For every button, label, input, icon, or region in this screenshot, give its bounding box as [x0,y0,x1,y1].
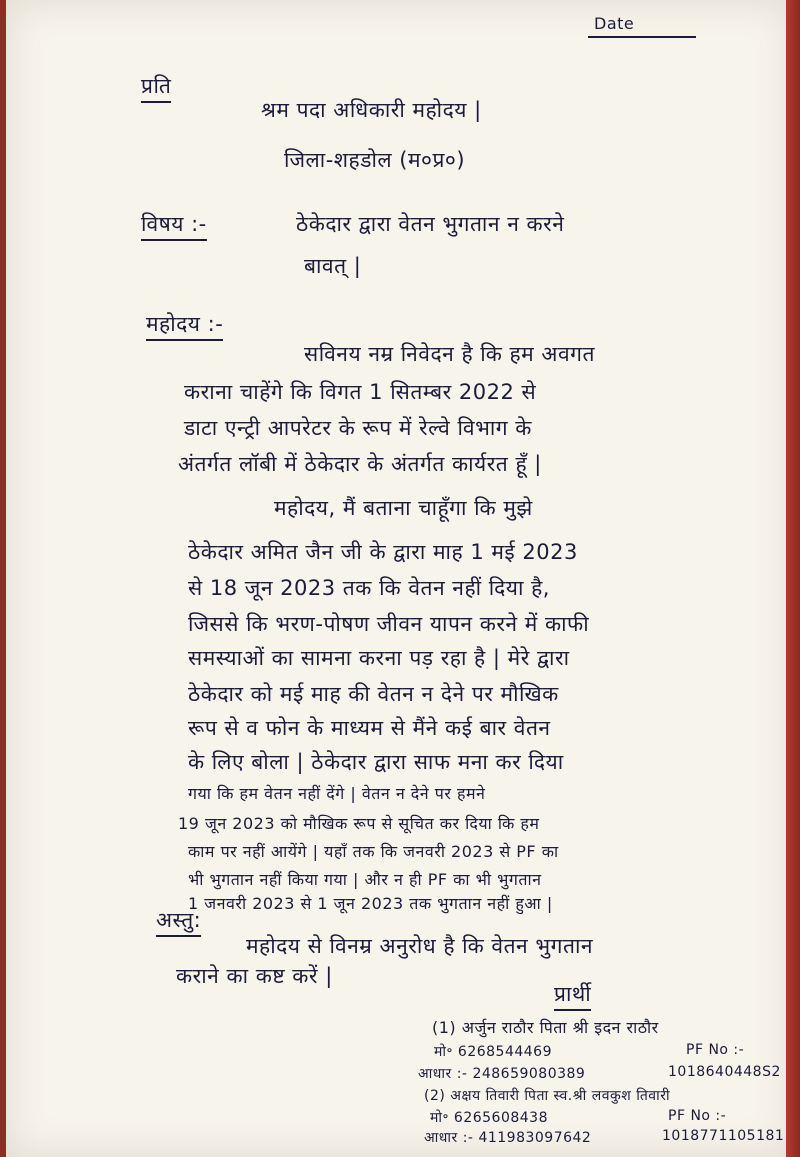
signatory2-pf-label: PF No :- [668,1108,727,1124]
signatory2-name: (2) अक्षय तिवारी पिता स्व.श्री लवकुश तिवारी [424,1088,671,1104]
date-underline [588,36,696,38]
para2-line-6: ठेकेदार को मई माह की वेतन न देने पर मौखिक [188,682,559,706]
para2-line-9: गया कि हम वेतन नहीं देंगे | वेतन न देने पर हमने [188,784,486,803]
para2-line-8: के लिए बोला | ठेकेदार द्वारा साफ मना कर दिया [188,750,564,774]
signatory2-pf-no: 1018771105181 [662,1128,785,1144]
page-edge-right [786,0,800,1157]
prati-label: प्रति [141,72,171,103]
para2-line-4: जिससे कि भरण-पोषण जीवन यापन करने में काफी [188,612,590,636]
signatory2-aadhaar: आधार :- 411983097642 [424,1130,592,1146]
para3-line-1: महोदय से विनम्र अनुरोध है कि वेतन भुगतान [246,934,594,958]
signatory1-pf-label: PF No :- [686,1042,745,1058]
para2-line-1: महोदय, मैं बताना चाहूँगा कि मुझे [274,496,533,520]
para1-line-4: अंतर्गत लॉबी में ठेकेदार के अंतर्गत कार्यरत हूँ | [178,452,542,476]
subject-line-1: ठेकेदार द्वारा वेतन भुगतान न करने [296,212,565,236]
para2-line-5: समस्याओं का सामना करना पड़ रहा है | मेरे द्वारा [188,646,570,670]
signatory1-pf-no: 1018640448S2 [668,1064,781,1080]
date-label: Date [594,14,635,33]
para3-line-2: कराने का कष्ट करें | [176,964,333,988]
para1-line-3: डाटा एन्ट्री आपरेटर के रूप में रेल्वे विभाग के [184,416,532,440]
signatory1-name: (1) अर्जुन राठौर पिता श्री इदन राठौर [432,1018,659,1037]
subject-label: विषय :- [141,210,207,241]
subject-line-2: बावत् | [304,254,362,278]
signatory1-mobile: मो॰ 6268544469 [434,1044,552,1060]
para2-line-10: 19 जून 2023 को मौखिक रूप से सूचित कर दिया कि हम [178,814,540,833]
signatory1-aadhaar: आधार :- 248659080389 [418,1066,586,1082]
para2-line-7: रूप से व फोन के माध्यम से मैंने कई बार वेतन [188,716,551,740]
astu-label: अस्तु: [156,906,201,937]
handwritten-letter-page [6,0,794,1157]
salutation: महोदय :- [146,310,223,341]
addressee-line-2: जिला-शहडोल (म०प्र०) [284,148,466,172]
para1-line-1: सविनय नम्र निवेदन है कि हम अवगत [304,342,595,366]
addressee-line-1: श्रम पदा अधिकारी महोदय | [261,98,482,122]
para2-line-13: 1 जनवरी 2023 से 1 जून 2023 तक भुगतान नहीं हुआ | [188,894,553,913]
signatory2-mobile: मो॰ 6265608438 [430,1110,548,1126]
para2-line-3: से 18 जून 2023 तक कि वेतन नहीं दिया है, [188,576,550,600]
para2-line-11: काम पर नहीं आयेंगे | यहाँ तक कि जनवरी 2023 से PF का [188,842,559,861]
para2-line-2: ठेकेदार अमित जैन जी के द्वारा माह 1 मई 2023 [188,540,578,564]
prarthi-label: प्रार्थी [554,980,591,1011]
para2-line-12: भी भुगतान नहीं किया गया | और न ही PF का भी भुगतान [188,870,542,889]
para1-line-2: कराना चाहेंगे कि विगत 1 सितम्बर 2022 से [184,380,537,404]
